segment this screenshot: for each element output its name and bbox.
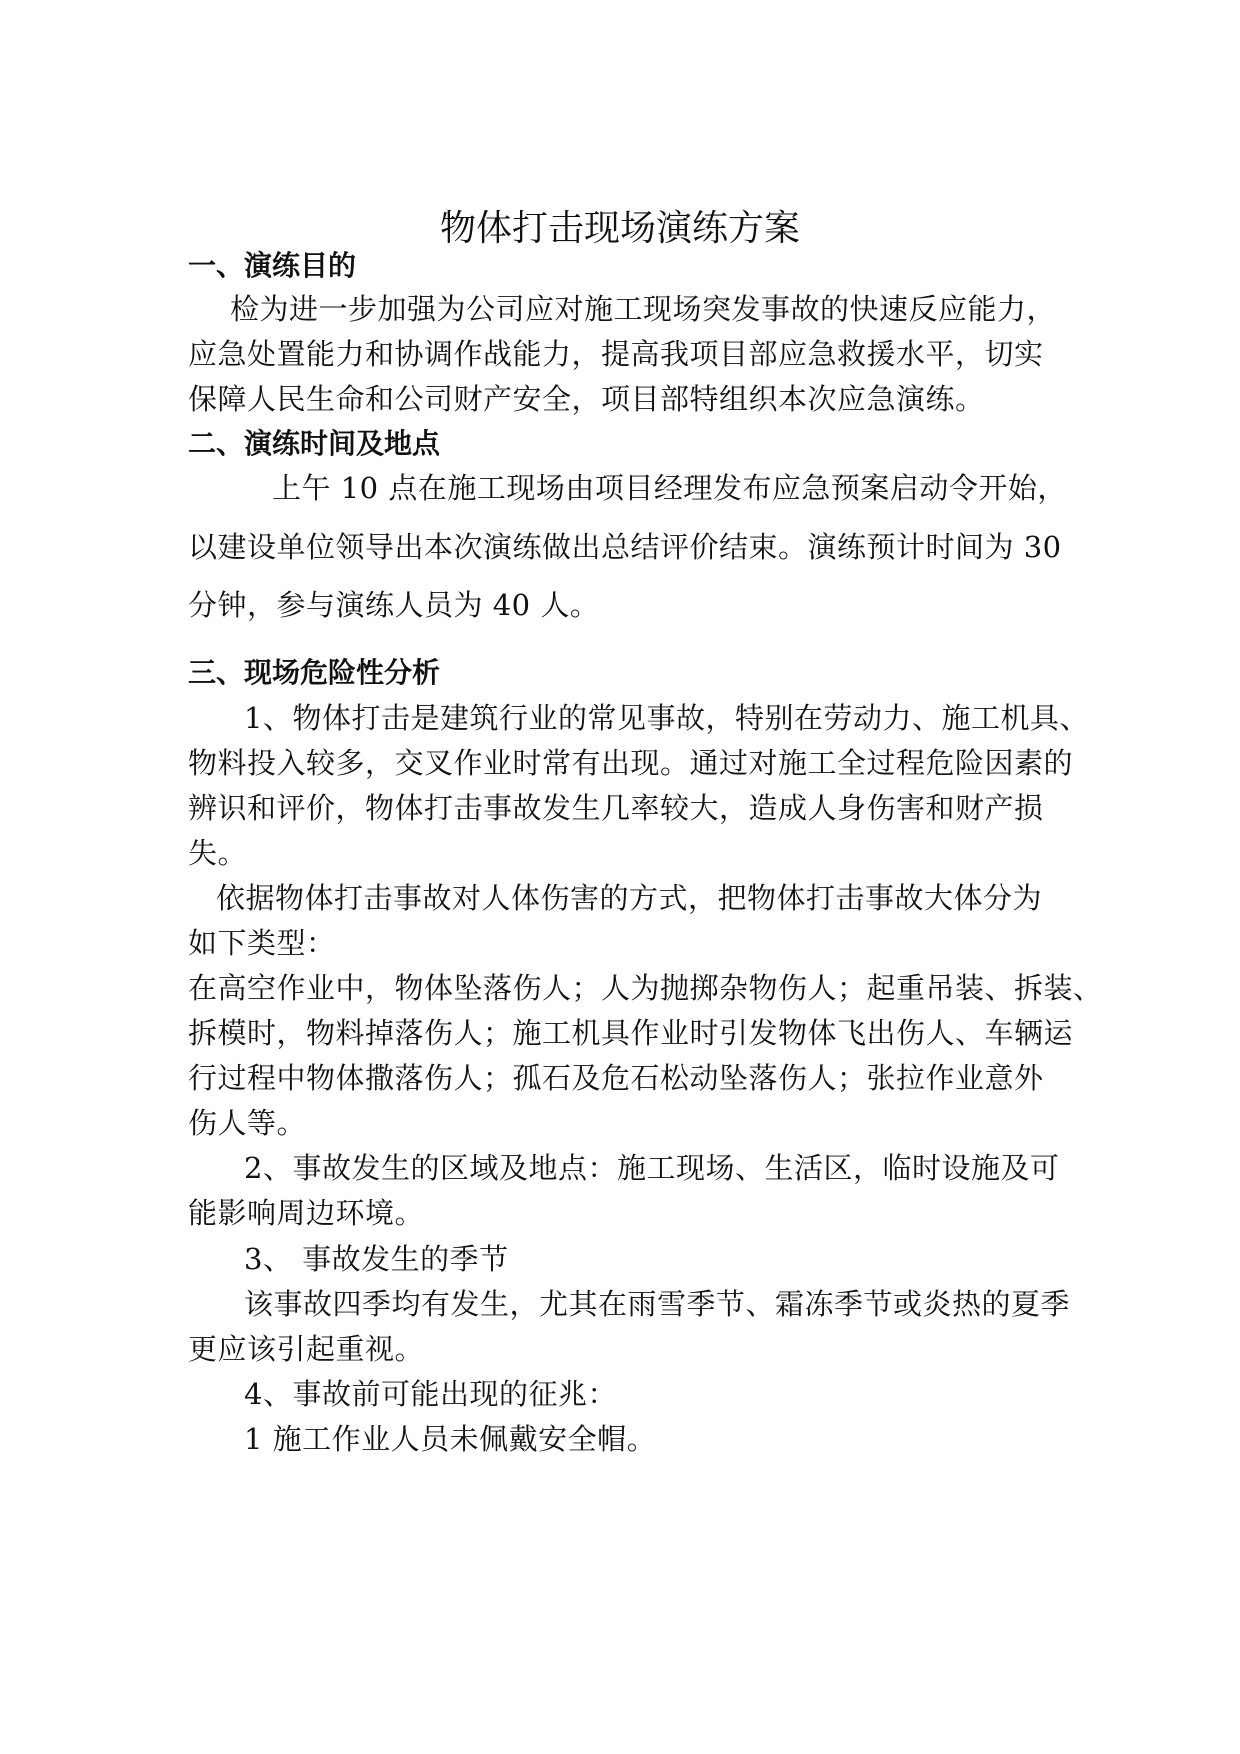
- paragraph-line: 行过程中物体撒落伤人；孤石及危石松动坠落伤人；张拉作业意外: [188, 1061, 1044, 1095]
- paragraph-line: 拆模时，物料掉落伤人；施工机具作业时引发物体飞出伤人、车辆运: [188, 1016, 1074, 1050]
- paragraph-line: 应急处置能力和协调作战能力，提高我项目部应急救援水平，切实: [188, 337, 1044, 371]
- paragraph-line: 物料投入较多，交叉作业时常有出现。通过对施工全过程危险因素的: [188, 746, 1074, 780]
- paragraph-line: 1、物体打击是建筑行业的常见事故，特别在劳动力、施工机具、: [244, 701, 1089, 735]
- paragraph-line: 检为进一步加强为公司应对施工现场突发事故的快速反应能力，: [230, 292, 1057, 326]
- paragraph-line: 伤人等。: [188, 1106, 307, 1140]
- paragraph-line: 如下类型：: [188, 926, 336, 960]
- paragraph-line: 辨识和评价，物体打击事故发生几率较大，造成人身伤害和财产损: [188, 791, 1044, 825]
- paragraph-line: 保障人民生命和公司财产安全，项目部特组织本次应急演练。: [188, 382, 985, 416]
- paragraph-line: 3、 事故发生的季节: [244, 1242, 509, 1276]
- paragraph-line: 分钟，参与演练人员为 40 人。: [188, 588, 600, 622]
- paragraph-line: 上午 10 点在施工现场由项目经理发布应急预案启动令开始，: [272, 471, 1067, 505]
- section-3-heading: 三、现场危险性分析: [188, 656, 441, 689]
- section-1-heading: 一、演练目的: [188, 249, 357, 282]
- paragraph-line: 4、事故前可能出现的征兆：: [244, 1377, 617, 1411]
- paragraph-line: 失。: [188, 836, 248, 870]
- paragraph-line: 该事故四季均有发生，尤其在雨雪季节、霜冻季节或炎热的夏季: [244, 1287, 1071, 1321]
- document-title: 物体打击现场演练方案: [439, 208, 800, 249]
- section-2-heading: 二、演练时间及地点: [188, 427, 441, 460]
- paragraph-line: 依据物体打击事故对人体伤害的方式，把物体打击事故大体分为: [216, 881, 1043, 915]
- paragraph-line: 2、事故发生的区域及地点：施工现场、生活区，临时设施及可: [244, 1151, 1060, 1185]
- paragraph-line: 在高空作业中，物体坠落伤人；人为抛掷杂物伤人；起重吊装、拆装、: [188, 971, 1103, 1005]
- paragraph-line: 更应该引起重视。: [188, 1332, 425, 1366]
- paragraph-line: 以建设单位领导出本次演练做出总结评价结束。演练预计时间为 30: [188, 530, 1062, 564]
- paragraph-line: 能影响周边环境。: [188, 1196, 425, 1230]
- paragraph-line: 1 施工作业人员未佩戴安全帽。: [244, 1422, 657, 1456]
